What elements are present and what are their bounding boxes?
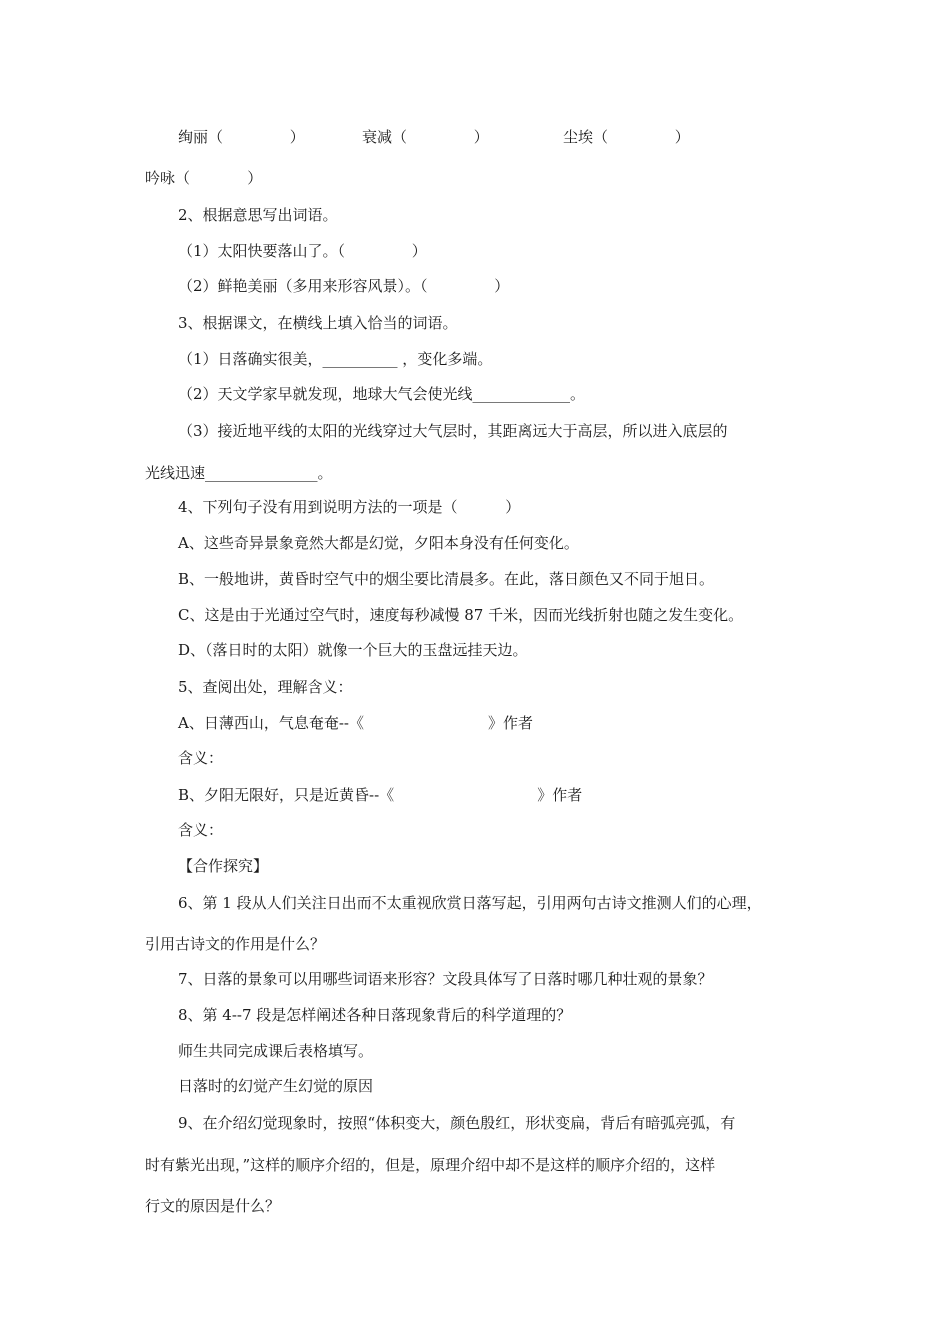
vocab-item-yinyong: 吟咏（ ） xyxy=(145,169,263,187)
question-9-line3: 行文的原因是什么？ xyxy=(145,1197,281,1215)
question-4-option-c: C、这是由于光通过空气时，速度每秒减慢 87 千米，因而光线折射也随之发生变化。 xyxy=(178,606,744,624)
question-4-option-b: B、一般地讲，黄昏时空气中的烟尘要比清晨多。在此，落日颜色又不同于旭日。 xyxy=(178,570,715,588)
question-5-item-a: A、日薄西山，气息奄奄--《 》作者 xyxy=(178,714,533,732)
question-9-line2: 时有紫光出现，”这样的顺序介绍的，但是，原理介绍中却不是这样的顺序介绍的，这样 xyxy=(145,1156,716,1174)
vocab-item-chenai: 尘埃（ ） xyxy=(563,128,690,146)
question-9-line1: 9、在介绍幻觉现象时，按照“体积变大，颜色殷红，形状变扁，背后有暗弧亮弧，有 xyxy=(178,1114,736,1132)
section-heading-cooperative-inquiry: 【合作探究】 xyxy=(178,857,269,875)
question-8: 8、第 4--7 段是怎样阐述各种日落现象背后的科学道理的？ xyxy=(178,1006,572,1024)
question-6-line1: 6、第 1 段从人们关注日出而不太重视欣赏日落写起，引用两句古诗文推测人们的心理， xyxy=(178,894,762,912)
question-5-item-b: B、夕阳无限好，只是近黄昏--《 》作者 xyxy=(178,786,583,804)
question-5-heading: 5、查阅出处，理解含义： xyxy=(178,678,353,696)
question-5-item-b-meaning: 含义： xyxy=(178,821,224,839)
question-2-item-1: （1）太阳快要落山了。（ ） xyxy=(178,242,427,260)
question-3-item-3-line1: （3）接近地平线的太阳的光线穿过大气层时，其距离远大于高层，所以进入底层的 xyxy=(178,422,728,440)
question-2-heading: 2、根据意思写出词语。 xyxy=(178,206,338,224)
question-3-heading: 3、根据课文，在横线上填入恰当的词语。 xyxy=(178,314,458,332)
question-3-item-3-line2: 光线迅速_______________。 xyxy=(145,464,333,482)
question-3-item-1: （1）日落确实很美，__________ ，变化多端。 xyxy=(178,350,493,368)
question-4-option-a: A、这些奇异景象竟然大都是幻觉，夕阳本身没有任何变化。 xyxy=(178,534,579,552)
question-6-line2: 引用古诗文的作用是什么？ xyxy=(145,935,326,953)
question-3-item-2: （2）天文学家早就发现，地球大气会使光线_____________。 xyxy=(178,385,586,403)
vocab-item-xuanli: 绚丽（ ） xyxy=(178,128,305,146)
question-8-table-header: 日落时的幻觉产生幻觉的原因 xyxy=(178,1077,374,1095)
question-4-heading: 4、下列句子没有用到说明方法的一项是（ ） xyxy=(178,498,521,516)
question-4-option-d: D、（落日时的太阳）就像一个巨大的玉盘远挂天边。 xyxy=(178,641,528,659)
question-2-item-2: （2）鲜艳美丽（多用来形容风景）。（ ） xyxy=(178,277,510,295)
question-7: 7、日落的景象可以用哪些词语来形容？文段具体写了日落时哪几种壮观的景象？ xyxy=(178,970,713,988)
question-8-note: 师生共同完成课后表格填写。 xyxy=(178,1042,374,1060)
question-5-item-a-meaning: 含义： xyxy=(178,749,224,767)
vocab-item-shuaijian: 衰减（ ） xyxy=(362,128,489,146)
